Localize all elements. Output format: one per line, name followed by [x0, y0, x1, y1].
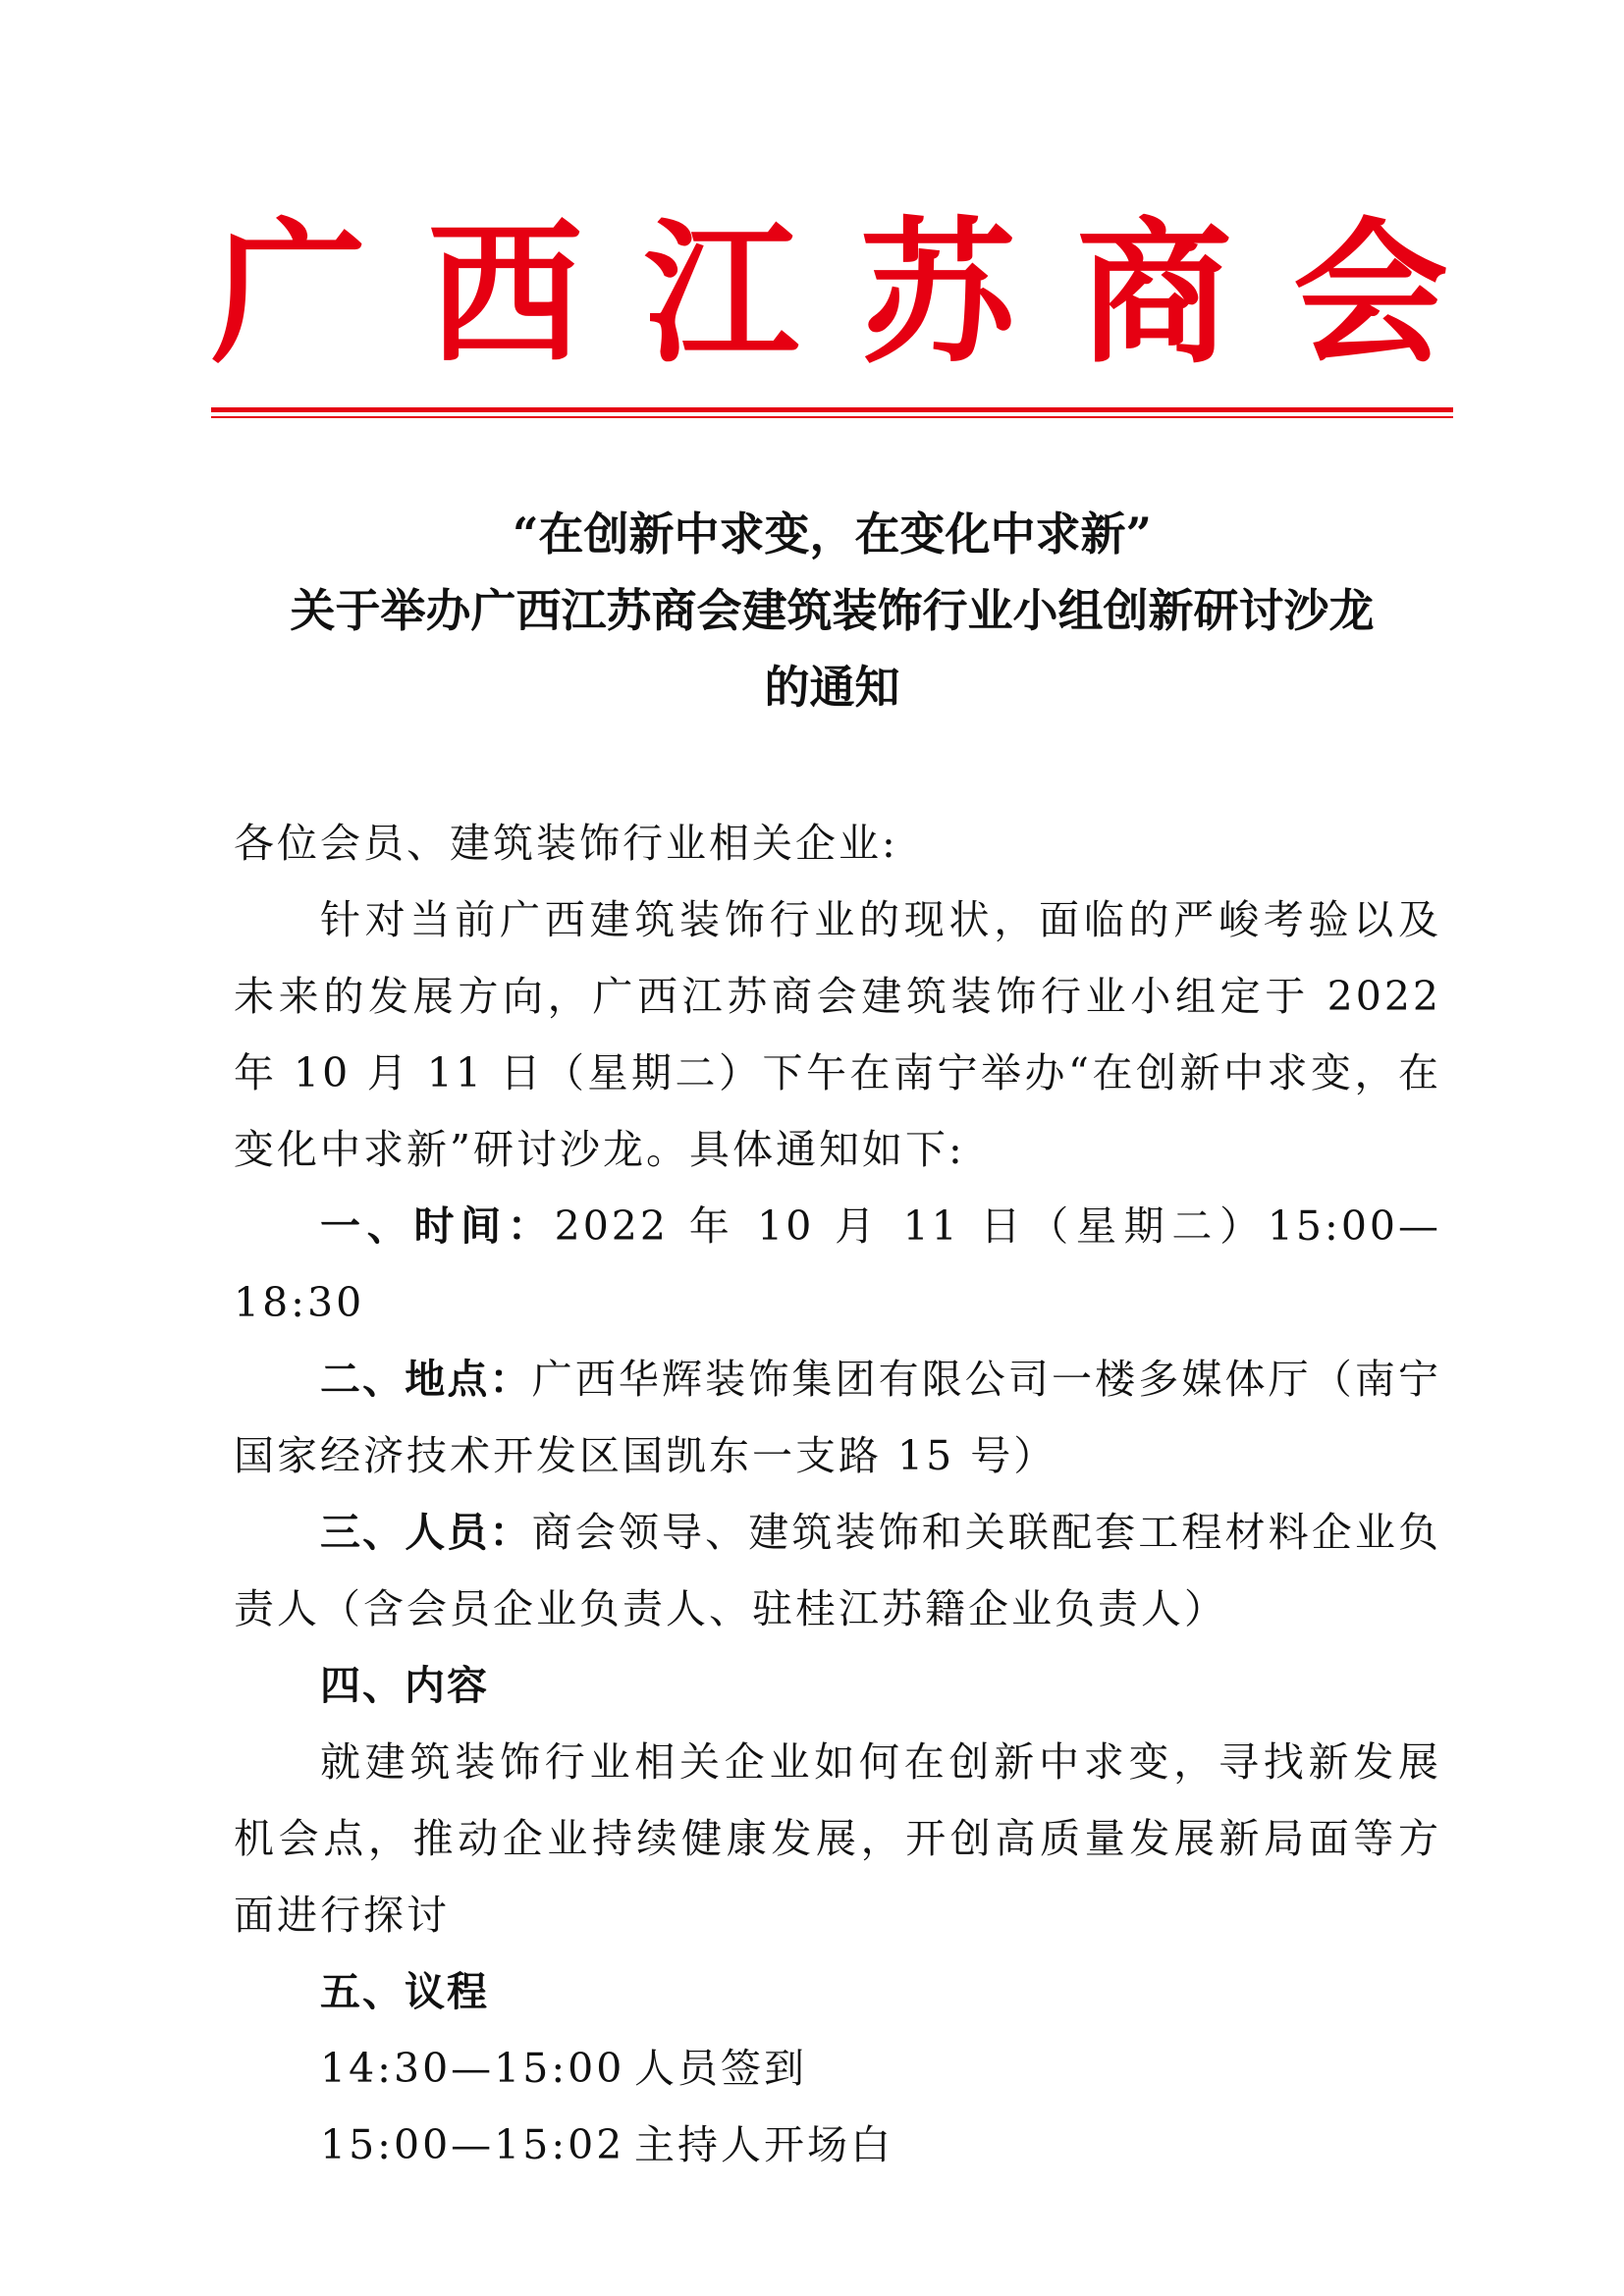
letterhead-char: 江 [643, 203, 799, 385]
letterhead-char: 会 [1292, 203, 1448, 385]
title-line-3: 的通知 [764, 661, 900, 714]
agenda-heading: 五、议程 [320, 1968, 489, 2015]
title-line-2: 关于举办广西江苏商会建筑装饰行业小组创新研讨沙龙 [290, 584, 1375, 637]
agenda-row [234, 2030, 1441, 2107]
intro-paragraph: 针对当前广西建筑装饰行业的现状，面临的严峻考验以及未来的发展方向，广西江苏商会建筑装饰行业小组定于 2022 年 10 月 11 日（星期二）下午在南宁举办“在创新中求变，在变化中求新”研讨沙龙。具体通知如下: [234, 896, 1441, 1173]
agenda-time: 14:30—15:00 [320, 2045, 625, 2092]
agenda-row [234, 2107, 1441, 2183]
title-line-1: “在创新中求变，在变化中求新” [513, 507, 1152, 561]
time-paragraph [234, 1188, 1441, 1341]
letterhead-rule-thin [211, 416, 1453, 418]
letterhead-rule-thick [211, 407, 1453, 412]
letterhead-char: 广 [211, 203, 366, 385]
letterhead-char: 商 [1076, 203, 1232, 385]
agenda-item: 主持人开场白 [634, 2121, 893, 2168]
salutation: 各位会员、建筑装饰行业相关企业: [234, 820, 898, 867]
time-value: 2022 年 10 月 11 日（星期二）15:00—18:30 [234, 1202, 1441, 1326]
letterhead-char: 苏 [860, 203, 1016, 385]
letterhead [211, 201, 1448, 388]
notice-body [234, 805, 1441, 2183]
agenda-time: 15:00—15:02 [320, 2121, 625, 2168]
people-paragraph [234, 1494, 1441, 1647]
place-paragraph [234, 1341, 1441, 1494]
letterhead-char: 西 [427, 203, 583, 385]
people-label: 三、人员： [320, 1509, 532, 1556]
agenda-item: 人员签到 [634, 2045, 807, 2092]
place-label: 二、地点： [320, 1356, 532, 1403]
content-heading: 四、内容 [320, 1662, 489, 1709]
people-value: 商会领导、建筑装饰和关联配套工程材料企业负责人（含会员企业负责人、驻桂江苏籍企业负责人） [234, 1509, 1442, 1632]
place-value: 广西华辉装饰集团有限公司一楼多媒体厅（南宁国家经济技术开发区国凯东一支路 15 号） [234, 1356, 1442, 1479]
time-label: 一、时间： [320, 1202, 555, 1250]
content-paragraph: 就建筑装饰行业相关企业如何在创新中求变，寻找新发展机会点，推动企业持续健康发展，开创高质量发展新局面等方面进行探讨 [234, 1738, 1441, 1939]
